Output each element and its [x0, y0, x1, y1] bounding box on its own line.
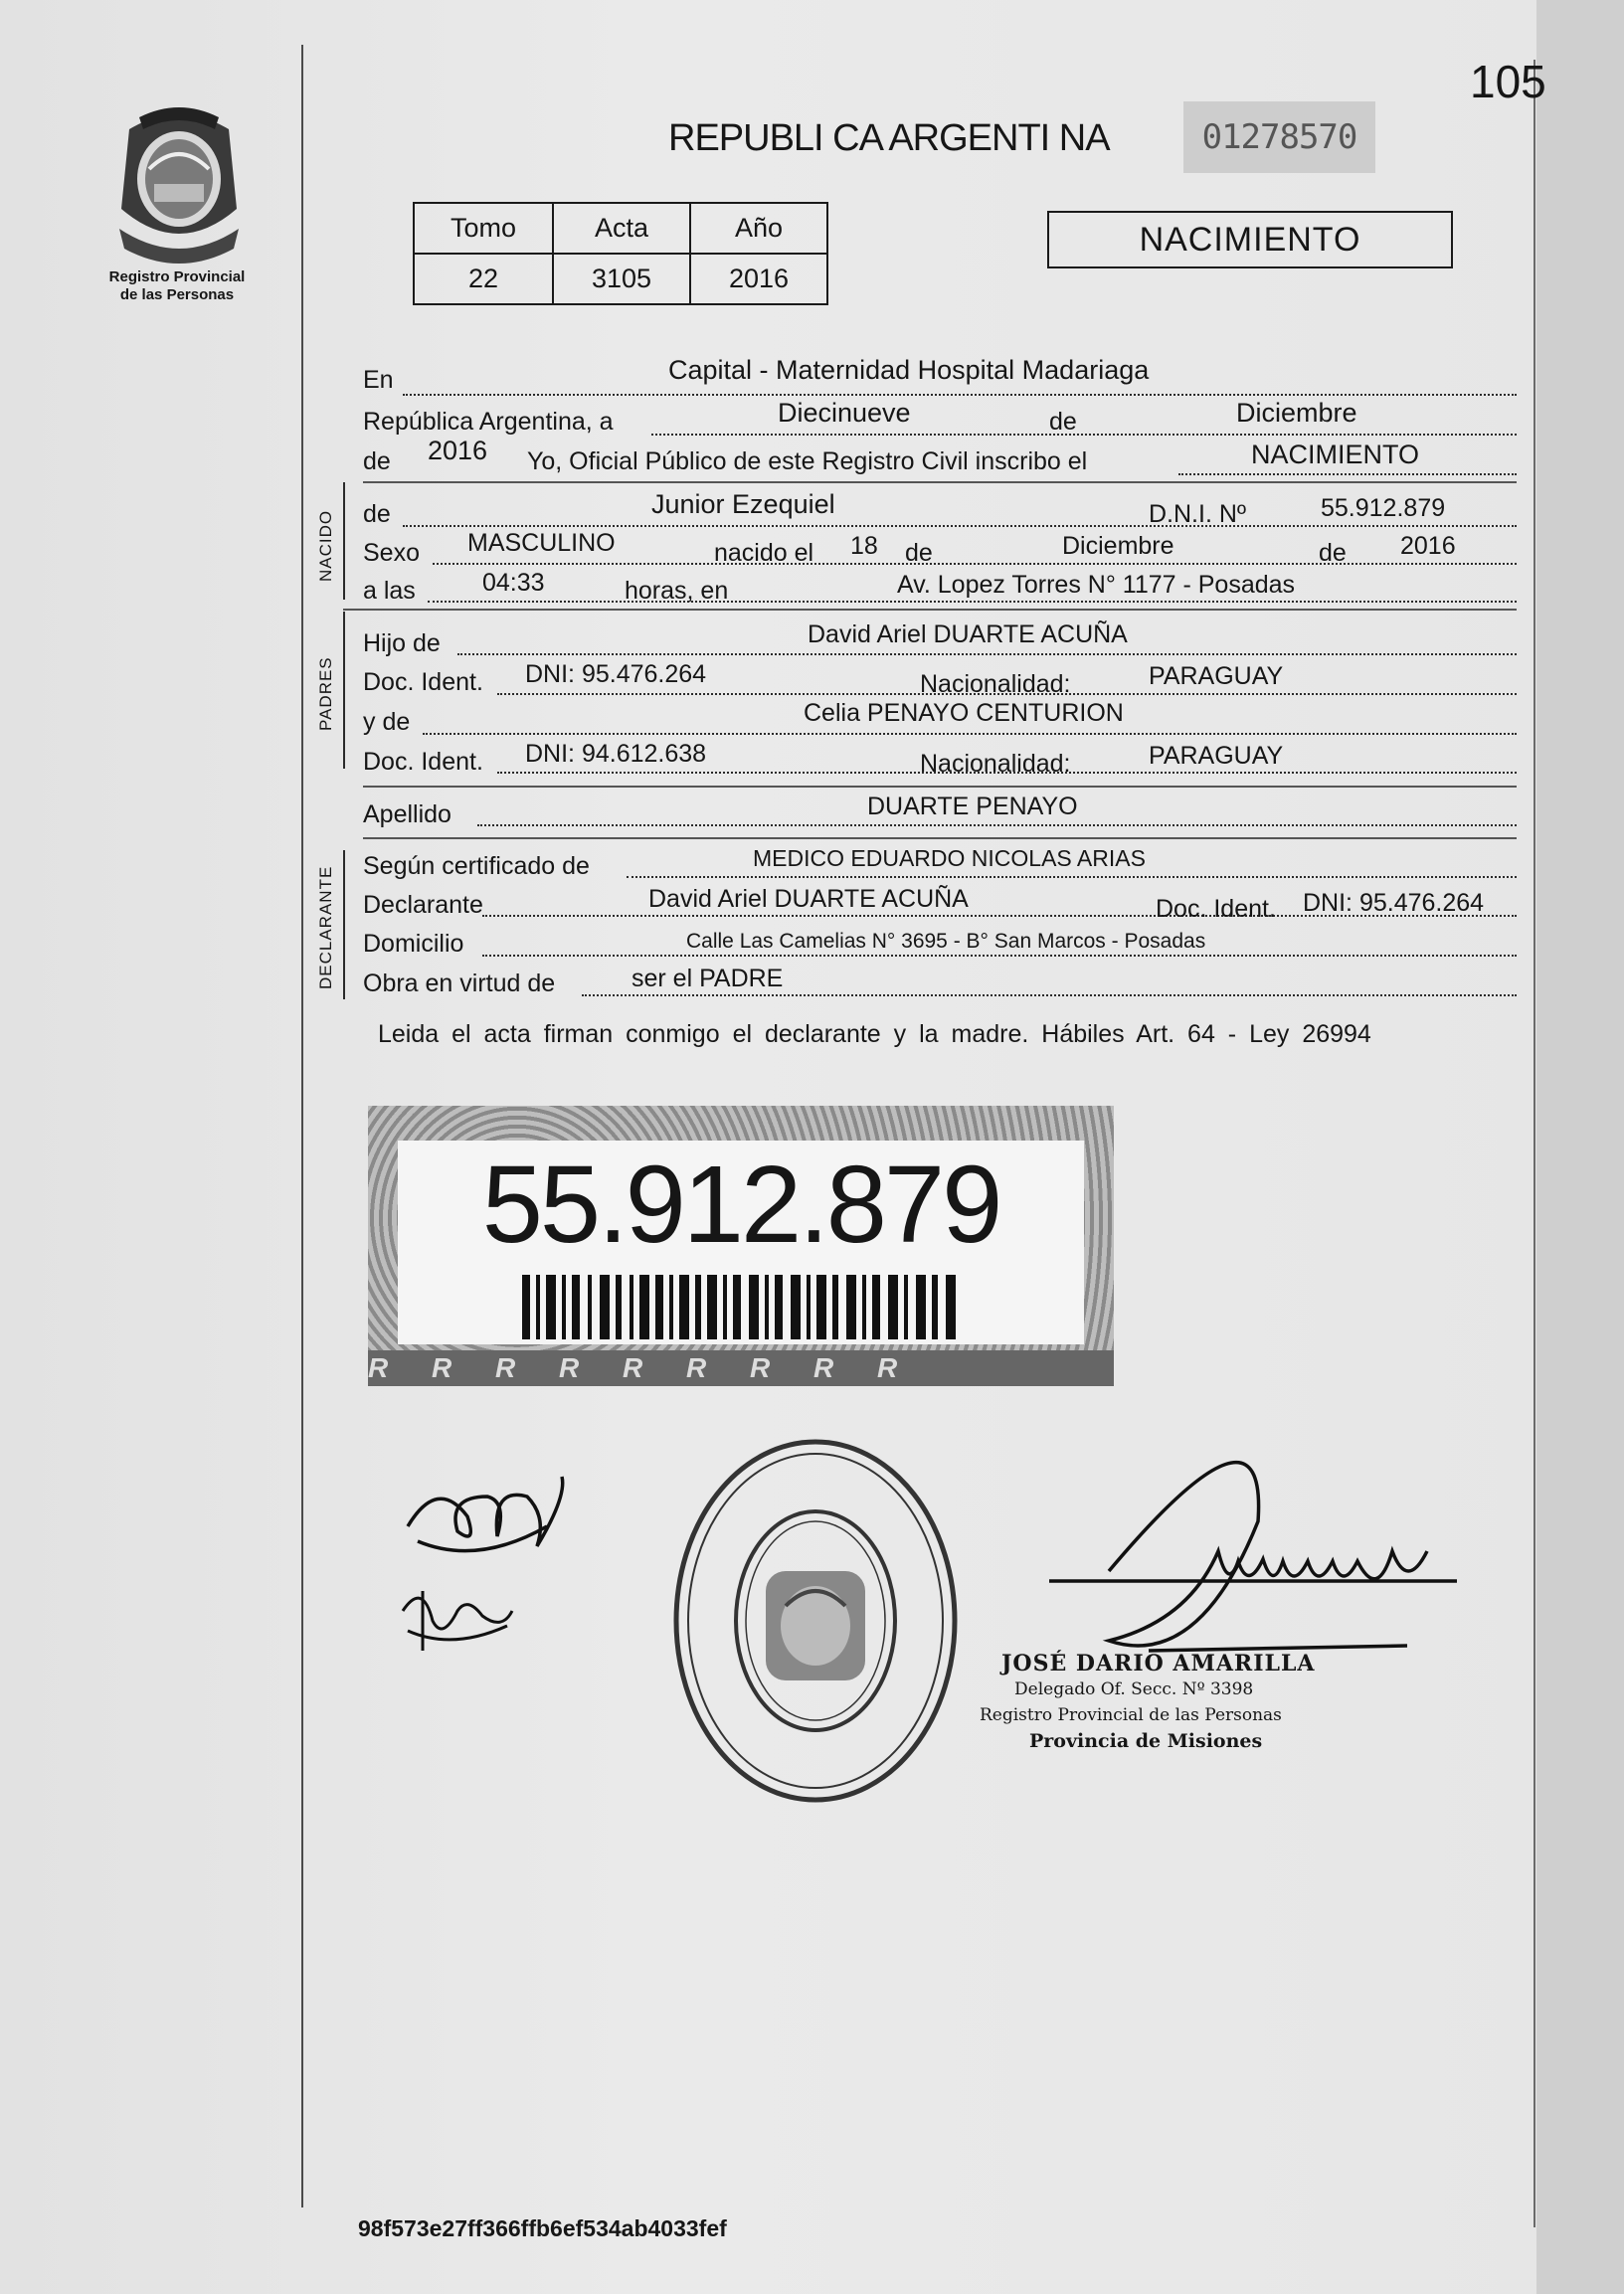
mother-name: Celia PENAYO CENTURION — [804, 699, 1124, 727]
signatory-office: Registro Provincial de las Personas — [980, 1705, 1282, 1725]
mother-nationality-label: Nacionalidad: — [920, 750, 1071, 778]
dots — [403, 525, 1517, 527]
registry-table — [413, 202, 828, 305]
child-dni: 55.912.879 — [1321, 494, 1446, 522]
provincia-misiones-emblem — [109, 99, 249, 268]
apellido-label: Apellido — [363, 800, 451, 828]
de-label: de — [905, 539, 933, 567]
sexo-value: MASCULINO — [467, 529, 616, 557]
dots — [457, 653, 1517, 655]
dots — [403, 394, 1517, 396]
padres-section-bar — [343, 612, 345, 769]
mother-nationality: PARAGUAY — [1149, 742, 1284, 770]
dots — [433, 563, 1517, 565]
left-margin-line — [301, 45, 303, 2207]
declarante-value: David Ariel DUARTE ACUÑA — [648, 885, 969, 913]
dots — [651, 434, 1517, 436]
declarante-label: Declarante — [363, 891, 483, 919]
nacido-el-label: nacido el — [714, 539, 814, 567]
sexo-label: Sexo — [363, 539, 420, 567]
nacido-de-label: de — [363, 500, 391, 528]
father-doc-label: Doc. Ident. — [363, 668, 483, 696]
day-words-value: Diecinueve — [778, 398, 911, 428]
birth-day: 18 — [850, 532, 878, 560]
father-nationality-label: Nacionalidad: — [920, 670, 1071, 698]
signature-block — [980, 1651, 1316, 1754]
closing-text: Leida el acta firman conmigo el declarante y la madre. Hábiles Art. 64 - Ley 26994 — [378, 1020, 1371, 1048]
declarante-doc: DNI: 95.476.264 — [1303, 889, 1485, 917]
dots — [428, 601, 1517, 603]
child-name: Junior Ezequiel — [651, 489, 835, 519]
event-value: NACIMIENTO — [1251, 440, 1420, 469]
logo-caption-line2: de las Personas — [119, 286, 235, 303]
section-divider — [343, 609, 1517, 611]
a-las-label: a las — [363, 577, 416, 605]
place-value: Capital - Maternidad Hospital Madariaga — [668, 355, 1150, 385]
registry-header-ano: Año — [690, 203, 827, 254]
document-hash: 98f573e27ff366ffb6ef534ab4033fef — [358, 2215, 727, 2241]
month-value: Diciembre — [1236, 398, 1357, 428]
domicilio-value: Calle Las Camelias N° 3695 - B° San Marcos - Posadas — [686, 930, 1206, 953]
dni-sticker-label — [398, 1141, 1084, 1344]
father-nationality: PARAGUAY — [1149, 662, 1284, 690]
registry-value-ano: 2016 — [690, 254, 827, 304]
registry-header-acta: Acta — [553, 203, 690, 254]
en-label: En — [363, 366, 394, 394]
domicilio-label: Domicilio — [363, 930, 464, 958]
logo-caption — [88, 268, 267, 304]
signatory-role: Delegado Of. Secc. Nº 3398 — [1014, 1679, 1254, 1699]
serial-stamp: 01278570 — [1183, 101, 1375, 173]
father-name: David Ariel DUARTE ACUÑA — [808, 620, 1128, 648]
dni-sticker — [368, 1106, 1114, 1386]
declarante-doc-label: Doc. Ident. — [1156, 895, 1276, 923]
section-divider — [363, 481, 1517, 483]
apellido-value: DUARTE PENAYO — [867, 793, 1078, 820]
document-title: REPUBLI CA ARGENTI NA — [668, 117, 1110, 159]
registry-value-tomo: 22 — [414, 254, 553, 304]
dots — [627, 876, 1517, 878]
nacido-section-label: NACIDO — [316, 509, 335, 582]
obra-label: Obra en virtud de — [363, 970, 556, 997]
record-type-box: NACIMIENTO — [1047, 211, 1453, 268]
republica-label: República Argentina, a — [363, 408, 614, 436]
signature-madre — [393, 1571, 522, 1656]
birth-address: Av. Lopez Torres N° 1177 - Posadas — [897, 571, 1296, 599]
dots — [1178, 473, 1517, 475]
dots — [423, 733, 1517, 735]
dni-label: D.N.I. Nº — [1149, 500, 1247, 528]
dni-sticker-strip: R R R R R R R R R — [368, 1350, 1114, 1386]
declarante-section-label: DECLARANTE — [316, 865, 335, 989]
signatory-name: JOSÉ DARIO AMARILLA — [1001, 1651, 1316, 1676]
section-divider — [363, 837, 1517, 839]
de2-label: de — [363, 447, 391, 475]
nacido-section-bar — [343, 482, 345, 600]
registry-header-tomo: Tomo — [414, 203, 553, 254]
hijo-de-label: Hijo de — [363, 629, 441, 657]
horas-label: horas, en — [625, 577, 729, 605]
de-label: de — [1319, 539, 1347, 567]
barcode — [522, 1275, 960, 1339]
registry-value-acta: 3105 — [553, 254, 690, 304]
certificado-label: Según certificado de — [363, 852, 590, 880]
official-seal — [661, 1432, 970, 1810]
mother-doc: DNI: 94.612.638 — [525, 740, 707, 768]
right-margin-line — [1534, 60, 1535, 2227]
birth-year: 2016 — [1400, 532, 1456, 560]
signature-declarante — [398, 1457, 572, 1576]
padres-section-label: PADRES — [316, 656, 335, 731]
mother-doc-label: Doc. Ident. — [363, 748, 483, 776]
page-edge — [1536, 0, 1624, 2294]
obra-value: ser el PADRE — [632, 965, 784, 992]
birth-time: 04:33 — [482, 569, 545, 597]
birth-month: Diciembre — [1062, 532, 1174, 560]
oficial-text: Yo, Oficial Público de este Registro Civil inscribo el — [527, 447, 1088, 475]
year-value: 2016 — [428, 436, 488, 465]
dots — [477, 824, 1517, 826]
signatory-province: Provincia de Misiones — [1029, 1730, 1263, 1752]
father-doc: DNI: 95.476.264 — [525, 660, 707, 688]
y-de-label: y de — [363, 708, 411, 736]
certificado-value: MEDICO EDUARDO NICOLAS ARIAS — [753, 845, 1146, 871]
section-divider — [363, 786, 1517, 788]
page-number: 105 — [1470, 56, 1546, 107]
dni-sticker-number: 55.912.879 — [481, 1144, 1000, 1266]
dots — [482, 955, 1517, 957]
declarante-section-bar — [343, 850, 345, 999]
logo-caption-line1: Registro Provincial — [108, 268, 246, 285]
dots — [582, 994, 1517, 996]
de-label: de — [1049, 408, 1077, 436]
